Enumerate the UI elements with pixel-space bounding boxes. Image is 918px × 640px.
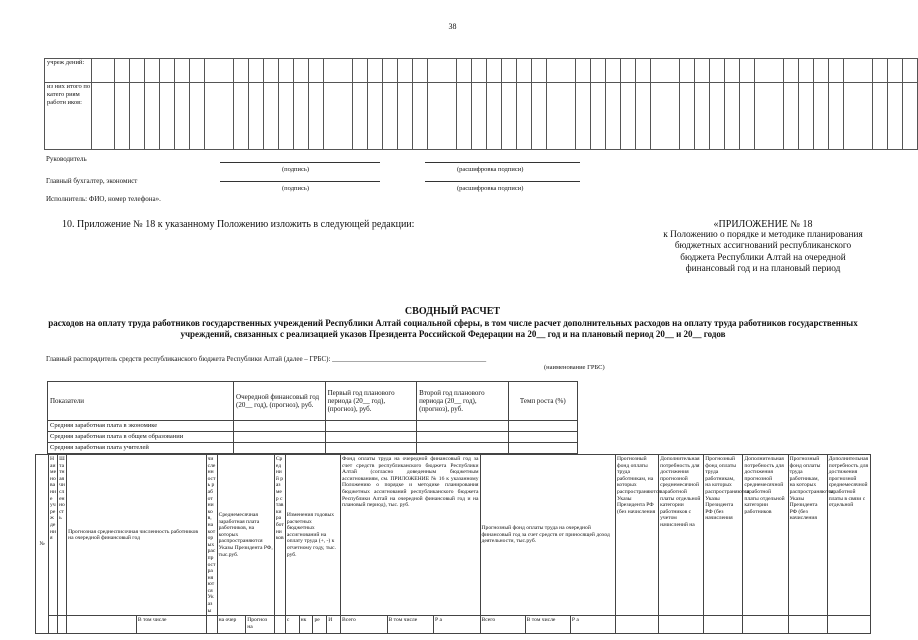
col-forecast-incl: В том числе xyxy=(136,616,206,634)
col-income-ra: Р а xyxy=(570,616,615,634)
summary-header-growth-rate: Темп роста (%) xyxy=(508,382,577,421)
previous-table-fragment xyxy=(44,58,918,150)
col-change-sub-1: с xyxy=(285,616,299,634)
grbs-label: Главный распорядитель средств республиканского бюджета Республики Алтай (далее – ГРБС): ____________________________________________ xyxy=(46,355,487,363)
col-forecast-headcount: Прогнозная среднесписочная численность работников на очередной финансовый год xyxy=(67,455,207,616)
row-label-by-category: из них итого по катего риям работн иков: xyxy=(45,83,92,150)
col-additional-need-1: Дополнительная потребность для достижения прогнозной среднемесячной заработной платы отдельной категории работников с учетом начислений на xyxy=(659,455,704,616)
col-avg-sub-current: на очер xyxy=(217,616,246,634)
col-fund-total: Всего xyxy=(341,616,387,634)
summary-table xyxy=(47,381,578,454)
col-avg-rate: Средний размер ставки работников xyxy=(274,455,285,616)
col-number: № xyxy=(36,455,49,634)
accountant-decode-caption: (расшифровка подписи) xyxy=(457,185,524,192)
col-change-sub-2: нк xyxy=(299,616,313,634)
col-staff-count: Штатная численность xyxy=(58,455,67,616)
summary-row-teachers: Средняя заработная плата учителей xyxy=(48,443,234,454)
head-signature-caption: (подпись) xyxy=(282,166,309,173)
summary-row-economy: Средняя заработная плата в экономике xyxy=(48,421,234,432)
col-fund-incl: В том числе xyxy=(387,616,433,634)
col-forecast-fund-2: Прогнозный фонд оплаты труда работникам, на которых распространяются Указы Президента РФ (без начисления xyxy=(704,455,743,616)
col-forecast-fund-3: Прогнозный фонд оплаты труда работникам, на которых распространяются Указы Президента РФ (без начисления xyxy=(788,455,827,616)
col-additional-need-2: Дополнительная потребность для достижения прогнозной среднемесячной заработной платы отдельной категории работников xyxy=(743,455,788,616)
accountant-label: Главный бухгалтер, экономист xyxy=(46,177,138,185)
appendix-title: «ПРИЛОЖЕНИЕ № 18 xyxy=(713,219,813,230)
grbs-caption: (наименование ГРБС) xyxy=(544,364,605,371)
col-fund-budget: Фонд оплаты труда на очередной финансовый год за счет средств республиканского бюджета Республики Алтай (согласно доведенным бюджетным ассигнованиям, см. ПРИЛОЖЕНИЕ № 16 к указанному Положению о порядке и методике планирования бюджетных ассигнований республиканского бюджета Республики Алтай на очередной финансовый год и на плановый период), тыс. руб. xyxy=(341,455,480,616)
col-headcount-decrees: численность работников, на которых распространяются Указы xyxy=(206,455,217,616)
accountant-signature-line xyxy=(220,181,380,182)
executor-label: Исполнитель: ФИО, номер телефона». xyxy=(46,195,161,203)
col-avg-sub-forecast: Прогноз на xyxy=(246,616,275,634)
col-additional-need-3: Дополнительная потребность для достижения прогнозной среднемесячной заработной платы в связи с отдельной xyxy=(827,455,870,616)
accountant-signature-caption: (подпись) xyxy=(282,185,309,192)
col-change-sub-3: ре xyxy=(313,616,327,634)
col-allocation-change: Изменения годовых расчетных бюджетных ассигнований на оплату труда (+, -) к отчетному году, тыс. руб. xyxy=(285,455,340,616)
head-decode-line xyxy=(425,162,580,163)
document-title: СВОДНЫЙ РАСЧЕТ xyxy=(404,306,501,317)
col-institution-name: Наименование учреждения xyxy=(49,455,58,616)
summary-header-first-plan-year: Первый год планового периода (20__ год), (прогноз), руб. xyxy=(325,382,417,421)
col-avg-salary: Среднемесячная заработная плата работников, на которых распространяются Указы Президента РФ, тыс.руб. xyxy=(217,455,274,616)
accountant-decode-line xyxy=(425,181,580,182)
summary-header-current-year: Очередной финансовый год (20__ год), (прогноз), руб. xyxy=(234,382,326,421)
col-income-incl: В том числе xyxy=(525,616,570,634)
page-number: 38 xyxy=(448,22,457,31)
appendix-text: к Положению о порядке и методике планирования бюджетных ассигнований республиканского бюджета Республики Алтай на очередной финансовый год и на плановый период xyxy=(663,230,863,274)
col-change-sub-4: И xyxy=(327,616,341,634)
row-label-institutions: учреж дений: xyxy=(45,59,92,83)
main-table-header xyxy=(35,454,871,634)
head-label: Руководитель xyxy=(46,155,87,163)
appendix-header xyxy=(663,219,863,275)
summary-row-general-education: Средняя заработная плата в общем образовании xyxy=(48,432,234,443)
col-income-total: Всего xyxy=(480,616,525,634)
summary-header-second-plan-year: Второй год планового периода (20__ год), (прогноз), руб. xyxy=(417,382,509,421)
col-fund-income: Прогнозный фонд оплаты труда на очередной финансовый год за счет средств от приносящей доход деятельности, тыс.руб. xyxy=(480,455,615,616)
head-signature-line xyxy=(220,162,380,163)
col-fund-ra: Р а xyxy=(434,616,481,634)
summary-header-indicators: Показатели xyxy=(48,382,234,421)
document-subtitle: расходов на оплату труда работников государственных учреждений Республики Алтай социальной сферы, в том числе расчет дополнительных расходов на оплату труда работников государственных учреждений, связанных с реализацией указов Президента Российской Федерации на 20__ год и на плановый период 20__ и 20__ годов xyxy=(48,318,858,339)
head-decode-caption: (расшифровка подписи) xyxy=(457,166,524,173)
col-forecast-fund-1: Прогнозный фонд оплаты труда работникам, на которых распространяются Указы Президента РФ (без начисления xyxy=(615,455,658,616)
paragraph-10: 10. Приложение № 18 к указанному Положению изложить в следующей редакции: xyxy=(62,219,415,230)
